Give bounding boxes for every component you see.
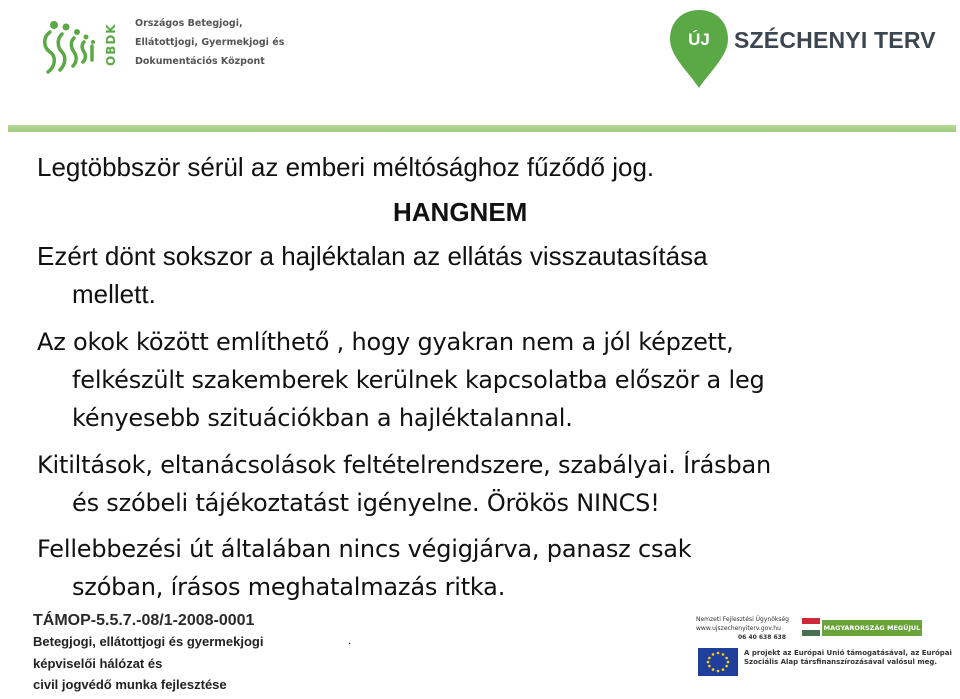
text-para3-line1: Az okok között említhető , hogy gyakran nem a jól képzett, [37, 328, 734, 356]
project-line-1: Betegjogi, ellátottjogi és gyermekjogi [33, 634, 264, 649]
project-line-3: civil jogvédő munka fejlesztése [33, 677, 227, 692]
text-para5-line1: Fellebbezési út általában nincs végigjárva, panasz csak [37, 535, 692, 563]
obdk-name-line-1: Országos Betegjogi, [135, 18, 243, 29]
text-para3-line2: felkészült szakemberek kerülnek kapcsolatba először a leg [72, 366, 765, 394]
obdk-figures-icon [40, 18, 102, 78]
magyarorszag-megujul-banner: MAGYARORSZÁG MEGÚJUL [822, 620, 922, 636]
project-line-2: képviselői hálózat és [33, 656, 163, 671]
obdk-name-line-2: Ellátottjogi, Gyermekjogi és [135, 37, 285, 48]
text-line-1: Legtöbbször sérül az emberi méltósághoz fűződő jog. [37, 152, 655, 182]
text-para2-line2: mellett. [72, 279, 156, 309]
text-para4-line1: Kitiltások, eltanácsolások feltételrendszere, szabályai. Írásban [37, 451, 772, 479]
eu-support-line-2: Szociális Alap társfinanszírozásával valósul meg. [744, 658, 938, 666]
szechenyi-badge-text: ÚJ [688, 30, 710, 49]
agency-url: www.ujszechenyiterv.gov.hu [696, 625, 781, 632]
green-divider [8, 125, 956, 132]
text-para5-line2: szóban, írásos meghatalmazás ritka. [72, 573, 506, 601]
eu-support-line-1: A projekt az Európai Unió támogatásával, az Európai [744, 649, 952, 657]
obdk-logo [40, 14, 285, 84]
obdk-acronym: OBDK [104, 23, 118, 67]
eu-flag-icon [698, 648, 738, 676]
sponsor-block [690, 604, 952, 694]
text-para3-line3: kényesebb szituációkban a hajléktalannal. [72, 404, 573, 432]
eu-support-text [744, 649, 952, 667]
szechenyi-terv-name: SZÉCHENYI TERV [734, 27, 936, 53]
footer-dot: . [348, 633, 352, 647]
text-para2-line1: Ezért dönt sokszor a hajléktalan az ellátás visszautasítása [37, 241, 708, 271]
heading-hangnem: HANGNEM [393, 197, 528, 227]
agency-name: Nemzeti Fejlesztési Ügynökség [696, 616, 789, 623]
szechenyi-terv-logo [667, 8, 937, 90]
obdk-name-line-3: Dokumentációs Központ [135, 56, 265, 67]
project-code: TÁMOP-5.5.7.-08/1-2008-0001 [33, 612, 255, 629]
hungarian-flag-icon [802, 618, 820, 636]
agency-phone: 06 40 638 638 [738, 634, 787, 641]
text-para4-line2: és szóbeli tájékoztatást igényelne. Örökös NINCS! [72, 489, 660, 517]
